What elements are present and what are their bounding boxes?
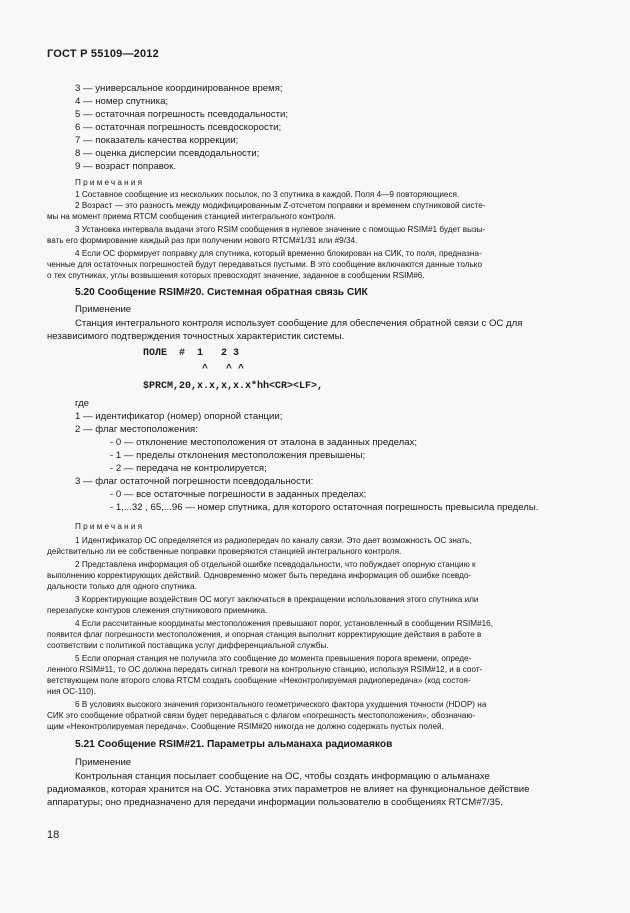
note-line: 1 Составное сообщение из нескольких посылок, по 3 спутника в каждой. Поля 4—9 повторяющиеся. xyxy=(75,190,460,199)
field-subitem: - 1 — пределы отклонения местоположения превышены; xyxy=(110,450,366,461)
paragraph-line: независимого подтверждения точностных характеристик системы. xyxy=(47,331,345,342)
paragraph-line: Станция интегрального контроля использует сообщение для обеспечения обратной связи с ОС для xyxy=(75,318,523,329)
notes-title: Примечания xyxy=(75,522,145,531)
note-line: 6 В условиях высокого значения горизонтального геометрического фактора ухудшения точности (HDOP) на xyxy=(75,700,487,709)
note-line: перезапуске контуров слежения спутникового приемника. xyxy=(47,606,268,615)
section-title: 5.20 Сообщение RSIM#20. Системная обратная связь СИК xyxy=(75,287,368,298)
note-line: 4 Если рассчитанные координаты местоположения превышают порог, установленный в сообщении RSIM#16, xyxy=(75,619,493,628)
field-item: 3 — флаг остаточной погрешности псевдодальности: xyxy=(75,476,314,487)
note-line: 3 Установка интервала выдачи этого RSIM сообщения в нулевое значение с помощью RSIM#1 будет вызы- xyxy=(75,225,486,234)
note-line: появится флаг погрешности местоположения, и опорная станция выполнит корректирующие действия в работе в xyxy=(47,630,482,639)
note-line: СИК это сообщение обратной связи будет передаваться с флагом «погрешность местоположения», обозначаю- xyxy=(47,711,476,720)
where-label: где xyxy=(75,398,90,409)
paragraph-line: Контрольная станция посылает сообщение на ОС, чтобы создать информацию о альманахе xyxy=(75,771,490,782)
note-line: 1 Идентификатор ОС определяется из радиопередач по каналу связи. Это дает возможность ОС знать, xyxy=(75,536,472,545)
note-line: ченные для остаточных погрешностей будут передаваться пустыми. В это сообщение включаются данные только xyxy=(47,260,483,269)
note-line: о тех спутниках, углы возвышения которых превосходят значение, заданное в сообщении RSIM#6. xyxy=(47,271,425,280)
note-line: 3 Корректирующие воздействия ОС могут заключаться в прекращении использования этого спутника или xyxy=(75,595,479,604)
note-line: выполнению корректирующих действий. Одновременно может быть передана информация об ошибке псевдо- xyxy=(47,571,472,580)
field-subitem: - 0 — отклонение местоположения от эталона в заданных пределах; xyxy=(110,437,418,448)
field-item: 2 — флаг местоположения: xyxy=(75,424,198,435)
document-header: ГОСТ Р 55109—2012 xyxy=(47,48,159,60)
note-line: щим «Неконтролируемая передача». Сообщение RSIM#20 никогда не должно содержать пустых полей. xyxy=(47,722,444,731)
note-line: ния ОС-110). xyxy=(47,687,96,696)
note-line: 2 Представлена информация об отдельной ошибке псевдодальности, что побуждает опорную станцию к xyxy=(75,560,476,569)
paragraph-line: радиомаяков, которая хранится на ОС. Установка этих параметров не влияет на функциональное действие xyxy=(47,784,530,795)
note-line: ленного RSIM#11, то ОС должна передать сигнал тревоги на контрольную станцию, используя RSIM#12, и в соот- xyxy=(47,665,483,674)
field-subitem: - 0 — все остаточные погрешности в заданных пределах; xyxy=(110,489,367,500)
list-item: 9 — возраст поправок. xyxy=(75,161,176,172)
format-string: $PRCM,20,x.x,x,x.x*hh<CR><LF>, xyxy=(143,381,324,392)
section-subtitle: Применение xyxy=(75,304,132,315)
field-subitem: - 2 — передача не контролируется; xyxy=(110,463,267,474)
note-line: ветствующем поле второго слова RTCM создать сообщение «Неконтролируемая радиопередача» (код состоя- xyxy=(47,676,471,685)
list-item: 3 — универсальное координированное время; xyxy=(75,83,283,94)
format-field-row: ПОЛЕ # 1 2 3 xyxy=(143,348,240,359)
field-item: 1 — идентификатор (номер) опорной станции; xyxy=(75,411,283,422)
list-item: 7 — показатель качества коррекции; xyxy=(75,135,239,146)
note-line: 2 Возраст — это разность между модифицированным Z-отсчетом поправки и временем спутниковой систе- xyxy=(75,201,486,210)
note-line: вать его формирование каждый раз при получении нового RTCM#1/31 или #9/34. xyxy=(47,236,358,245)
note-line: соответствии с политикой поставщика услуг дифференциальной службы. xyxy=(47,641,329,650)
format-marker-row: ^ ^ ^ xyxy=(202,364,245,375)
note-line: действительно ли ее собственные поправки проверяются станцией интегрального контроля. xyxy=(47,547,402,556)
note-line: 4 Если ОС формирует поправку для спутника, который временно блокирован на СИК, то поля, предназна- xyxy=(75,249,482,258)
note-line: дальности только для одного спутника. xyxy=(47,582,197,591)
list-item: 5 — остаточная погрешность псевдодальности; xyxy=(75,109,289,120)
section-title: 5.21 Сообщение RSIM#21. Параметры альманаха радиомаяков xyxy=(75,739,393,750)
paragraph-line: аппаратуры; оно предназначено для передачи информации пользователю в сообщениях RTCM#7/35. xyxy=(47,797,503,808)
note-line: 5 Если опорная станция не получила это сообщение до момента превышения порога времени, опреде- xyxy=(75,654,472,663)
note-line: мы на момент приема RTCM сообщения станцией интегрального контроля. xyxy=(47,212,336,221)
section-subtitle: Применение xyxy=(75,757,132,768)
list-item: 8 — оценка дисперсии псевдодальности; xyxy=(75,148,260,159)
field-subitem: - 1,...32 , 65,...96 — номер спутника, для которого остаточная погрешность превысила пределы. xyxy=(110,502,539,513)
list-item: 4 — номер спутника; xyxy=(75,96,169,107)
page-number: 18 xyxy=(47,829,60,841)
notes-title: Примечания xyxy=(75,178,145,187)
list-item: 6 — остаточная погрешность псевдоскорости; xyxy=(75,122,282,133)
